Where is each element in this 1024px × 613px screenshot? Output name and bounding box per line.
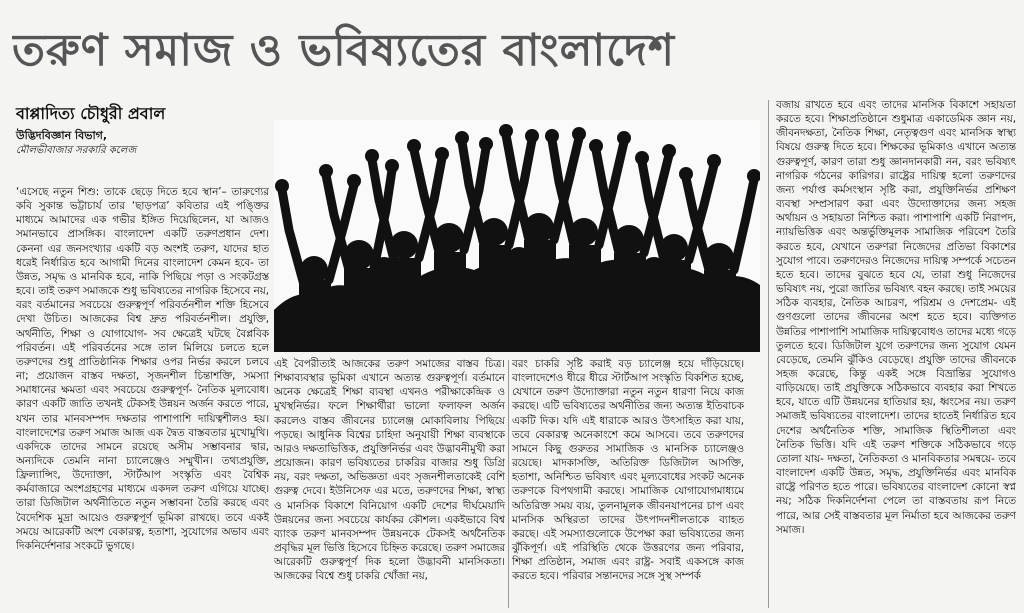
column-2-text: এই বৈপরীত্যই আজকের তরুণ সমাজের বাস্তব চিত্র। শিক্ষাব্যবস্থার ভূমিকা এখানে অত্যন্ত গুরুত্বপূর্ণ। বর্তমানে অনেক ক্ষেত্রেই শিক্ষা ব্যবস্থা এখনও পরীক্ষাকেন্দ্রিক ও মুখস্থনির্ভর। ফলে শিক্ষার্থীরা ভালো ফলাফল অর্জন করলেও বাস্তব জীবনের চ্যালেঞ্জ মোকাবিলায় পিছিয়ে পড়ছে। আধুনিক বিশ্বের চাহিদা অনুযায়ী শিক্ষা ব্যবস্থাকে আরও দক্ষতাভিত্তিক, প্রযুক্তিনির্ভর এবং উদ্ভাবনীমুখী করা প্রয়োজন। কারণ ভবিষ্যতের চাকরির বাজার শুধু ডিগ্রি নয়, বরং দক্ষতা, অভিজ্ঞতা এবং সৃজনশীলতাকেই বেশি গুরুত্ব দেবে। ইউনিসেফ এর মতে, তরুণদের শিক্ষা, স্বাস্থ্য ও মানসিক বিকাশে বিনিয়োগ একটি দেশের দীর্ঘমেয়াদি উন্নয়নের জন্য সবচেয়ে কার্যকর কৌশল। একইভাবে বিশ্ব ব্যাংক তরুণ মানবসম্পদ উন্নয়নকে টেকসই অর্থনৈতিক প্রবৃদ্ধির মূল ভিত্তি হিসেবে চিহ্নিত করেছে। তরুণ সমাজের আরেকটি গুরুত্বপূর্ণ দিক হলো উদ্ভাবনী মানসিকতা। আজকের বিশ্বে শুধু চাকরি খোঁজা নয়,	[274, 358, 505, 583]
article-column-2	[274, 357, 505, 609]
article-column-1	[16, 185, 269, 608]
crowd-silhouette-icon	[274, 120, 760, 352]
column-divider	[768, 100, 769, 608]
column-divider	[508, 360, 509, 608]
column-1-text: ‘এসেছে নতুন শিশু: তাকে ছেড়ে দিতে হবে স্থান’– তারুণ্যের কবি সুকান্ত ভট্টাচার্য তার ‘ছাড়পত্র’ কবিতার এই পঙ্ক্তির মাধ্যমে আমাদের এক গভীর ইঙ্গিত দিয়েছিলেন, যা আজও সমানভাবে প্রাসঙ্গিক। বাংলাদেশ একটি তরুণপ্রধান দেশ। কেননা এর জনসংখ্যার একটি বড় অংশই তরুণ, যাদের হাত ধরেই নির্ধারিত হবে আগামী দিনের বাংলাদেশ কেমন হবে- তা উন্নত, সমৃদ্ধ ও মানবিক হবে, নাকি পিছিয়ে পড়া ও সংকটগ্রস্ত হবে। তাই তরুণ সমাজকে শুধু ভবিষ্যতের নাগরিক হিসেবে নয়, বরং বর্তমানের সবচেয়ে গুরুত্বপূর্ণ পরিবর্তনশীল শক্তি হিসেবে দেখা উচিত। আজকের বিশ্ব দ্রুত পরিবর্তনশীল। প্রযুক্তি, অর্থনীতি, শিক্ষা ও যোগাযোগ- সব ক্ষেত্রেই ঘটছে বৈপ্লবিক পরিবর্তন। এই পরিবর্তনের সঙ্গে তাল মিলিয়ে চলতে হলে তরুণদের শুধু প্রাতিষ্ঠানিক শিক্ষার ওপর নির্ভর করলে চলবে না; প্রয়োজন বাস্তব দক্ষতা, সৃজনশীল চিন্তাশক্তি, সমস্যা সমাধানের ক্ষমতা এবং সবচেয়ে গুরুত্বপূর্ণ- নৈতিক মূল্যবোধ। কারণ একটি জাতি তখনই টেকসই উন্নয়ন অর্জন করতে পারে, যখন তার মানবসম্পদ দক্ষতার পাশাপাশি দায়িত্বশীলও হয়। বাংলাদেশের তরুণ সমাজ আজ এক দ্বৈত বাস্তবতার মুখোমুখি। একদিকে তাদের সামনে রয়েছে অসীম সম্ভাবনার দ্বার, অন্যদিকে তেমনি নানা চ্যালেঞ্জেও সম্মুখীন। তথ্যপ্রযুক্তি, ফ্রিল্যান্সিং, উদ্যোক্তা, স্টার্টআপ সংস্কৃতি এবং বৈশ্বিক কর্মবাজারে অংশগ্রহণের মাধ্যমে একদল তরুণ এগিয়ে যাচ্ছে। তারা ডিজিটাল অর্থনীতিতে নতুন সম্ভাবনা তৈরি করছে এবং বৈদেশিক মুদ্রা আয়েও গুরুত্বপূর্ণ ভূমিকা রাখছে। তবে একই সময়ে আরেকটি অংশ বেকারত্ব, হতাশা, সুযোগের অভাব এবং দিকনির্দেশনার সংকটে ভুগছে।	[16, 186, 269, 552]
crowd-photo	[274, 120, 760, 352]
crowd-silhouettes	[274, 213, 760, 352]
author-college: মৌলভীবাজার সরকারি কলেজ	[16, 145, 137, 156]
headline: তরুণ সমাজ ও ভবিষ্যতের বাংলাদেশ	[12, 25, 675, 76]
author-name: বাপ্পাদিত্য চৌধুরী প্রবাল	[16, 104, 166, 123]
column-3-text: বরং চাকরি সৃষ্টি করাই বড় চ্যালেঞ্জ হয়ে দাঁড়িয়েছে। বাংলাদেশেও ধীরে ধীরে স্টার্টআপ সংস্কৃতি বিকশিত হচ্ছে, যেখানে তরুণ উদ্যোক্তারা নতুন নতুন ধারণা নিয়ে কাজ করছে। এটি ভবিষ্যতের অর্থনীতির জন্য অত্যন্ত ইতিবাচক একটি দিক। যদি এই ধারাকে আরও উৎসাহিত করা যায়, তবে বেকারত্ব অনেকাংশে কমে আসবে। তবে তরুণদের সামনে কিছু গুরুতর সামাজিক ও মানসিক চ্যালেঞ্জও রয়েছে। মাদকাসক্তি, অতিরিক্ত ডিজিটাল আসক্তি, হতাশা, অনিশ্চিত ভবিষ্যৎ এবং মূল্যবোধের সংকট অনেক তরুণকে বিপথগামী করছে। সামাজিক যোগাযোগমাধ্যমে অতিরিক্ত সময় ব্যয়, তুলনামূলক জীবনযাপনের চাপ এবং মানসিক অস্থিরতা তাদের উৎপাদনশীলতাকে ব্যাহত করছে। এই সমস্যাগুলোকে উপেক্ষা করা ভবিষ্যতের জন্য ঝুঁকিপূর্ণ। এই পরিস্থিতি থেকে উত্তরণের জন্য পরিবার, শিক্ষা প্রতিষ্ঠান, সমাজ এবং রাষ্ট্র- সবাই একসঙ্গে কাজ করতে হবে। পরিবার সন্তানদের সঙ্গে সুস্থ সম্পর্ক	[512, 358, 744, 583]
article-column-3	[512, 357, 744, 609]
byline	[16, 104, 266, 158]
column-4-text: বজায় রাখতে হবে এবং তাদের মানসিক বিকাশে সহায়তা করতে হবে। শিক্ষাপ্রতিষ্ঠানে শুধুমাত্র একাডেমিক জ্ঞান নয়, জীবনদক্ষতা, নৈতিক শিক্ষা, নেতৃত্বগুণ এবং মানসিক স্বাস্থ্য বিষয়ে গুরুত্ব দিতে হবে। শিক্ষকের ভূমিকাও এখানে অত্যন্ত গুরুত্বপূর্ণ, কারণ তারা শুধু জ্ঞানদানকারী নন, বরং ভবিষ্যৎ নাগরিক গঠনের কারিগর। রাষ্ট্রের দায়িত্ব হলো তরুণদের জন্য পর্যাপ্ত কর্মসংস্থান সৃষ্টি করা, প্রযুক্তিনির্ভর প্রশিক্ষণ ব্যবস্থা সম্প্রসারণ করা এবং উদ্যোক্তাদের জন্য সহজ অর্থায়ন ও সহায়তা নিশ্চিত করা। পাশাপাশি একটি নিরাপদ, ন্যায়ভিত্তিক এবং অন্তর্ভুক্তিমূলক সামাজিক পরিবেশ তৈরি করতে হবে, যেখানে তরুণরা নিজেদের প্রতিভা বিকাশের সুযোগ পাবে। তরুণদেরও নিজেদের দায়িত্ব সম্পর্কে সচেতন হতে হবে। তাদের বুঝতে হবে যে, তারা শুধু নিজেদের ভবিষ্যৎ নয়, পুরো জাতির ভবিষ্যৎ বহন করছে। তাই সময়ের সঠিক ব্যবহার, নৈতিক আচরণ, পরিশ্রম ও দেশপ্রেম- এই গুণগুলো তাদের জীবনের অংশ হতে হবে। ব্যক্তিগত উন্নতির পাশাপাশি সামাজিক দায়িত্ববোধও তাদের মধ্যে গড়ে তুলতে হবে। ডিজিটাল যুগে তরুণদের জন্য সুযোগ যেমন বেড়েছে, তেমনি ঝুঁকিও বেড়েছে। প্রযুক্তি তাদের জীবনকে সহজ করেছে, কিন্তু একই সঙ্গে বিভ্রান্তির সুযোগও বাড়িয়েছে। তাই প্রযুক্তিকে সঠিকভাবে ব্যবহার করা শিখতে হবে, যাতে এটি উন্নয়নের হাতিয়ার হয়, ধ্বংসের নয়। তরুণ সমাজই ভবিষ্যতের বাংলাদেশ। তাদের হাতেই নির্ধারিত হবে দেশের অর্থনৈতিক শক্তি, সামাজিক স্থিতিশীলতা এবং নৈতিক ভিত্তি। যদি এই তরুণ শক্তিকে সঠিকভাবে গড়ে তোলা যায়- দক্ষতা, নৈতিকতা ও মানবিকতার সমন্বয়ে- তবে বাংলাদেশ একটি উন্নত, সমৃদ্ধ, প্রযুক্তিনির্ভর এবং মানবিক রাষ্ট্রে পরিণত হতে পারে। ভবিষ্যতের বাংলাদেশ কোনো স্বপ্ন নয়; সঠিক দিকনির্দেশনা পেলে তা বাস্তবতায় রূপ নিতে পারে, আর সেই বাস্তবতার মূল নির্মাতা হবে আজকের তরুণ সমাজ।	[776, 99, 1016, 536]
article-column-4	[776, 98, 1016, 608]
author-department: উদ্ভিদবিজ্ঞান বিভাগ,	[16, 129, 108, 142]
